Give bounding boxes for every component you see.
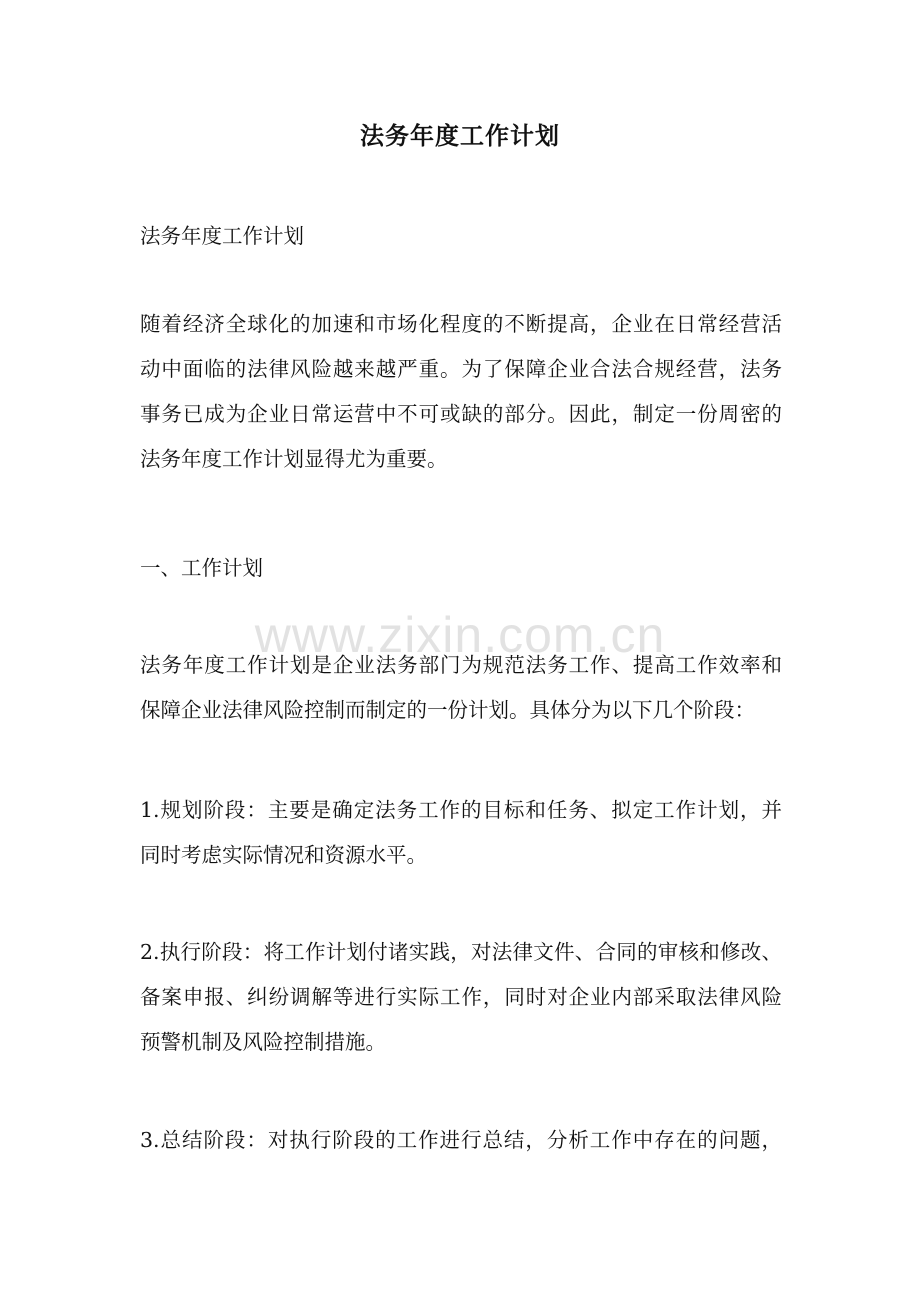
stage-2-line-3: 预警机制及风险控制措施。 (140, 1030, 386, 1054)
watermark: www.zixin.com.cn (254, 607, 666, 663)
section-heading-text: 一、工作计划 (140, 556, 263, 580)
stage-1-line-1: 1.规划阶段：主要是确定法务工作的目标和任务、拟定工作计划，并 (140, 798, 782, 822)
section-heading (140, 546, 782, 591)
section-intro-line-1: 法务年度工作计划是企业法务部门为规范法务工作、提高工作效率和 (140, 653, 782, 677)
section-intro-paragraph (140, 643, 782, 733)
document-title: 法务年度工作计划 (360, 121, 560, 150)
section-intro-line-2: 保障企业法律风险控制而制定的一份计划。具体分为以下几个阶段： (140, 698, 755, 722)
stage-3-paragraph (140, 1118, 782, 1163)
stage-1-paragraph (140, 788, 782, 878)
intro-line-2: 动中面临的法律风险越来越严重。为了保障企业合法合规经营，法务 (140, 357, 782, 381)
intro-paragraph (140, 302, 782, 482)
stage-1-line-2: 同时考虑实际情况和资源水平。 (140, 843, 427, 867)
intro-line-1: 随着经济全球化的加速和市场化程度的不断提高，企业在日常经营活 (140, 312, 782, 336)
document-subtitle (140, 214, 782, 259)
stage-2-line-2: 备案申报、纠纷调解等进行实际工作，同时对企业内部采取法律风险 (140, 985, 782, 1009)
stage-2-paragraph (140, 930, 782, 1065)
stage-3-line-1: 3.总结阶段：对执行阶段的工作进行总结，分析工作中存在的问题， (140, 1128, 782, 1152)
stage-2-line-1: 2.执行阶段：将工作计划付诸实践，对法律文件、合同的审核和修改、 (140, 940, 782, 964)
intro-line-4: 法务年度工作计划显得尤为重要。 (140, 447, 448, 471)
subtitle-line: 法务年度工作计划 (140, 224, 304, 248)
intro-line-3: 事务已成为企业日常运营中不可或缺的部分。因此，制定一份周密的 (140, 402, 782, 426)
